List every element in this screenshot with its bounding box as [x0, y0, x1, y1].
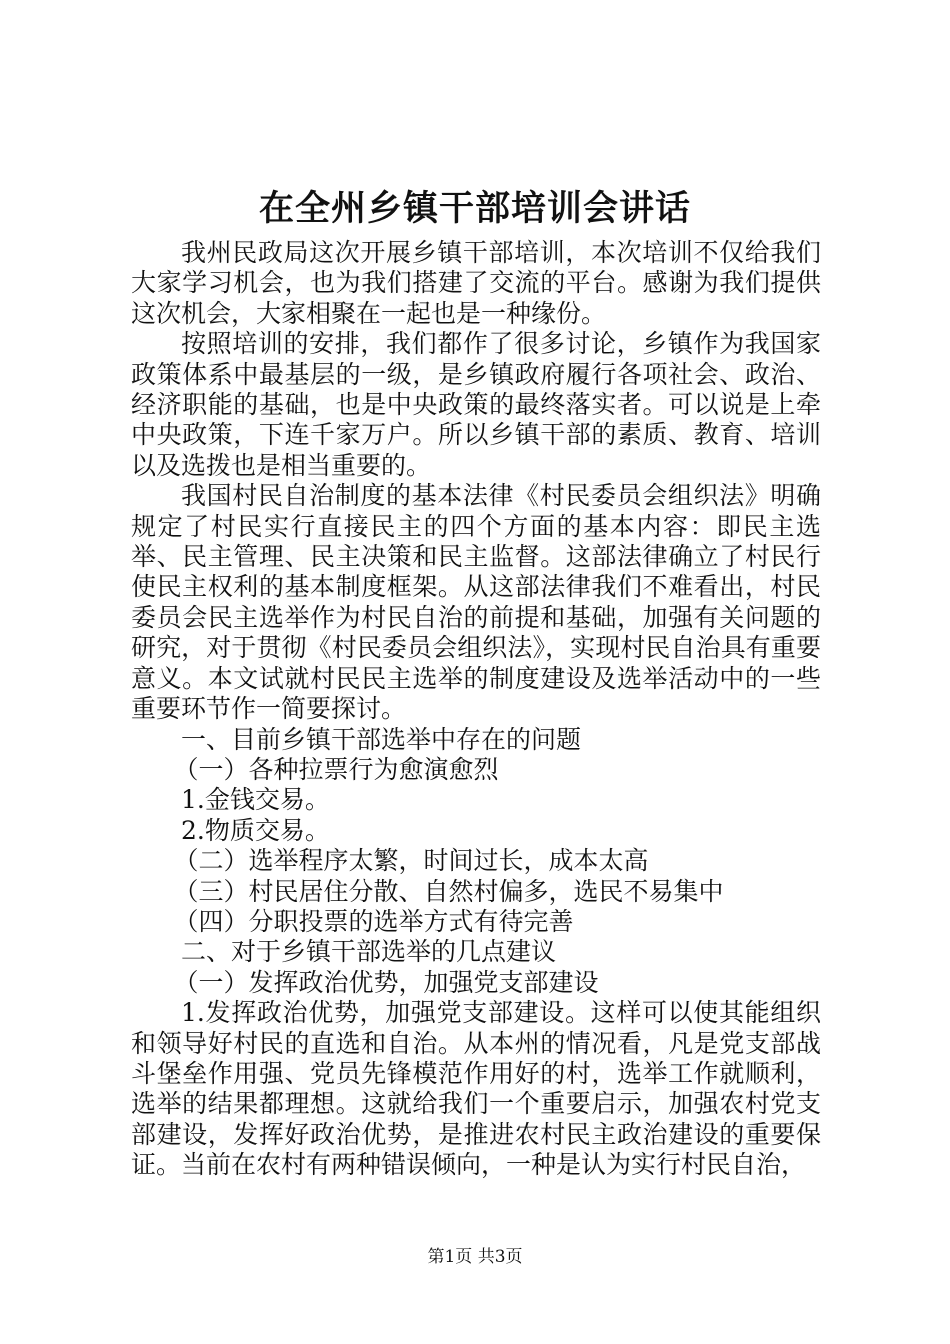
- subsection-heading: （一）各种拉票行为愈演愈烈: [173, 754, 499, 784]
- document-body: [131, 238, 821, 1181]
- page-indicator: 第1页 共3页: [427, 1247, 523, 1267]
- subsection-heading: （二）选举程序太繁，时间过长，成本太高: [173, 846, 649, 876]
- subsection-heading: （一）发挥政治优势，加强党支部建设: [173, 967, 599, 997]
- paragraph: 我国村民自治制度的基本法律《村民委员会组织法》明确规定了村民实行直接民主的四个方面的基本内容：即民主选举、民主管理、民主决策和民主监督。这部法律确立了村民行使民主权利的基本制度框架。从这部法律我们不难看出，村民委员会民主选举作为村民自治的前提和基础，加强有关问题的研究，对于贯彻《村民委员会组织法》，实现村民自治具有重要意义。本文试就村民民主选举的制度建设及选举活动中的一些重要环节作一简要探讨。: [131, 481, 821, 724]
- paragraph: 1.发挥政治优势，加强党支部建设。这样可以使其能组织和领导好村民的直选和自治。从本州的情况看，凡是党支部战斗堡垒作用强、党员先锋模范作用好的村，选举工作就顺利，选举的结果都理想。这就给我们一个重要启示，加强农村党支部建设，发挥好政治优势，是推进农村民主政治建设的重要保证。当前在农村有两种错误倾向，一种是认为实行村民自治，: [131, 998, 821, 1180]
- list-item: 2.物质交易。: [181, 815, 330, 845]
- subsection-heading: （三）村民居住分散、自然村偏多，选民不易集中: [173, 876, 724, 906]
- subsection-heading: （四）分职投票的选举方式有待完善: [173, 906, 574, 936]
- paragraph: 我州民政局这次开展乡镇干部培训，本次培训不仅给我们大家学习机会，也为我们搭建了交流的平台。感谢为我们提供这次机会，大家相聚在一起也是一种缘份。: [131, 238, 821, 328]
- section-heading: 二、对于乡镇干部选举的几点建议: [181, 937, 557, 967]
- section-heading: 一、目前乡镇干部选举中存在的问题: [181, 724, 582, 754]
- paragraph: 按照培训的安排，我们都作了很多讨论，乡镇作为我国家政策体系中最基层的一级，是乡镇政府履行各项社会、政治、经济职能的基础，也是中央政策的最终落实者。可以说是上牵中央政策，下连千家万户。所以乡镇干部的素质、教育、培训以及选拨也是相当重要的。: [131, 329, 821, 480]
- list-item: 1.金钱交易。: [181, 785, 330, 815]
- document-title: 在全州乡镇干部培训会讲话: [258, 188, 691, 229]
